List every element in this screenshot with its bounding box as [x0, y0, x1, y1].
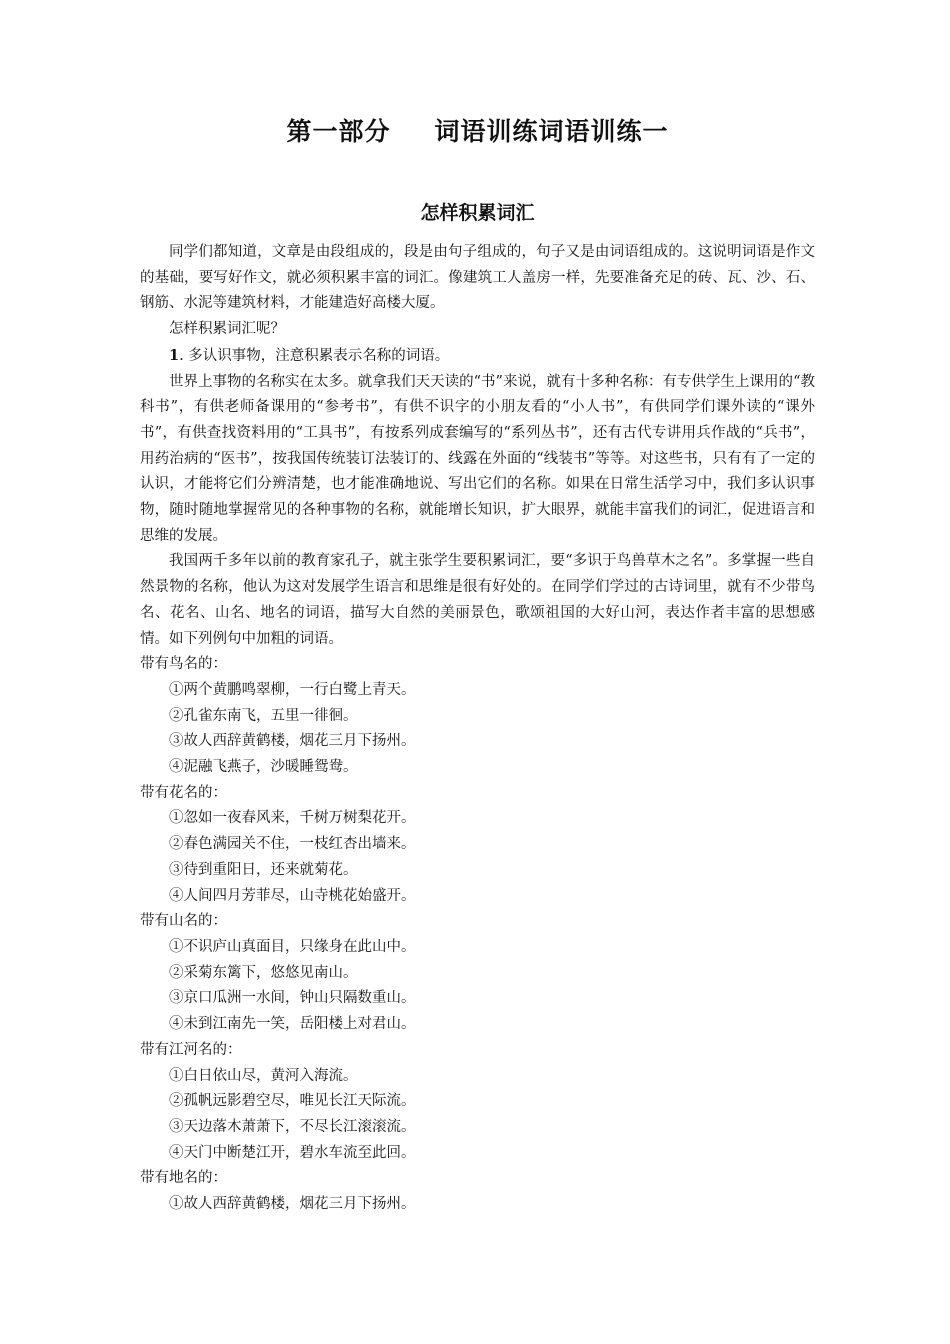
group-heading-places: 带有地名的： [140, 1170, 227, 1187]
group-heading-flowers: 带有花名的： [140, 784, 227, 801]
example-line: ②采菊东篱下，悠悠见南山。 [169, 964, 358, 981]
point-1-text: . 多认识事物，注意积累表示名称的词语。 [179, 347, 450, 364]
example-line: ①不识庐山真面目，只缘身在此山中。 [169, 938, 416, 955]
question-line: 怎样积累词汇呢？ [169, 321, 285, 338]
example-line: ④天门中断楚江开，碧水车流至此回。 [169, 1144, 416, 1161]
example-line: ②春色满园关不住，一枝红杏出墙来。 [169, 836, 416, 853]
example-line: ④未到江南先一笑，岳阳楼上对君山。 [169, 1016, 416, 1033]
point-1 [140, 343, 815, 370]
example-line: ③京口瓜洲一水间，钟山只隔数重山。 [169, 990, 416, 1007]
example-line: ③故人西辞黄鹤楼，烟花三月下扬州。 [169, 733, 416, 750]
group-heading-birds: 带有鸟名的： [140, 656, 227, 673]
example-line: ①故人西辞黄鹤楼，烟花三月下扬州。 [169, 1196, 416, 1213]
example-line: ①白日依山尽，黄河入海流。 [169, 1067, 358, 1084]
example-line: ④人间四月芳菲尽，山寺桃花始盛开。 [169, 887, 416, 904]
example-line: ①忽如一夜春风来，千树万树梨花开。 [169, 810, 416, 827]
paragraph-3: 我国两千多年以前的教育家孔子，就主张学生要积累词汇，要“多识于鸟兽草木之名”。多掌握一些自然景物的名称，他认为这对发展学生语言和思维是很有好处的。在同学们学过的古诗词里，就有不少带鸟名、花名、山名、地名的词语，描写大自然的美丽景色，歌颂祖国的大好山河，表达作者丰富的思想感情。如下列例句中加粗的词语。 [140, 553, 815, 647]
document-page [140, 112, 815, 1213]
intro-paragraph: 同学们都知道，文章是由段组成的，段是由句子组成的，句子又是由词语组成的。这说明词语是作文的基础，要写好作文，就必须积累丰富的词汇。像建筑工人盖房一样，先要准备充足的砖、瓦、沙、石、钢筋、水泥等建筑材料，才能建造好高楼大厦。 [140, 244, 815, 312]
group-heading-rivers: 带有江河名的： [140, 1041, 242, 1058]
point-1-number: 1 [169, 346, 180, 364]
example-line: ②孔雀东南飞，五里一徘徊。 [169, 707, 358, 724]
example-line: ③待到重阳日，还来就菊花。 [169, 861, 358, 878]
example-line: ①两个黄鹏鸣翠柳，一行白鹭上青天。 [169, 681, 416, 698]
part-label: 第一部分 [286, 117, 391, 146]
article-title: 怎样积累词汇 [420, 202, 535, 224]
section-label: 词语训练词语训练一 [434, 117, 669, 146]
example-line: ④泥融飞燕子，沙暖睡鸳鸯。 [169, 759, 358, 776]
paragraph-2: 世界上事物的名称实在太多。就拿我们天天读的“书”来说，就有十多种名称：有专供学生上课用的“教科书”，有供老师备课用的“参考书”，有供不识字的小朋友看的“小人书”，有供同学们课外读的“课外书”，有供查找资料用的“工具书”，有按系列成套编写的“系列丛书”，还有古代专讲用兵作战的“兵书”，用药治病的“医书”，按我国传统装订法装订的、线露在外面的“线装书”等等。对这些书，只有有了一定的认识，才能将它们分辨清楚，也才能准确地说、写出它们的名称。如果在日常生活学习中，我们多认识事物，随时随地掌握常见的各种事物的名称，就能增长知识，扩大眼界，就能丰富我们的词汇，促进语言和思维的发展。 [140, 373, 815, 544]
example-line: ②孤帆远影碧空尽，唯见长江天际流。 [169, 1093, 416, 1110]
group-heading-mountains: 带有山名的： [140, 913, 227, 930]
example-line: ③天边落木萧萧下，不尽长江滚滚流。 [169, 1118, 416, 1135]
part-title [140, 112, 815, 152]
article-body [140, 240, 815, 1218]
